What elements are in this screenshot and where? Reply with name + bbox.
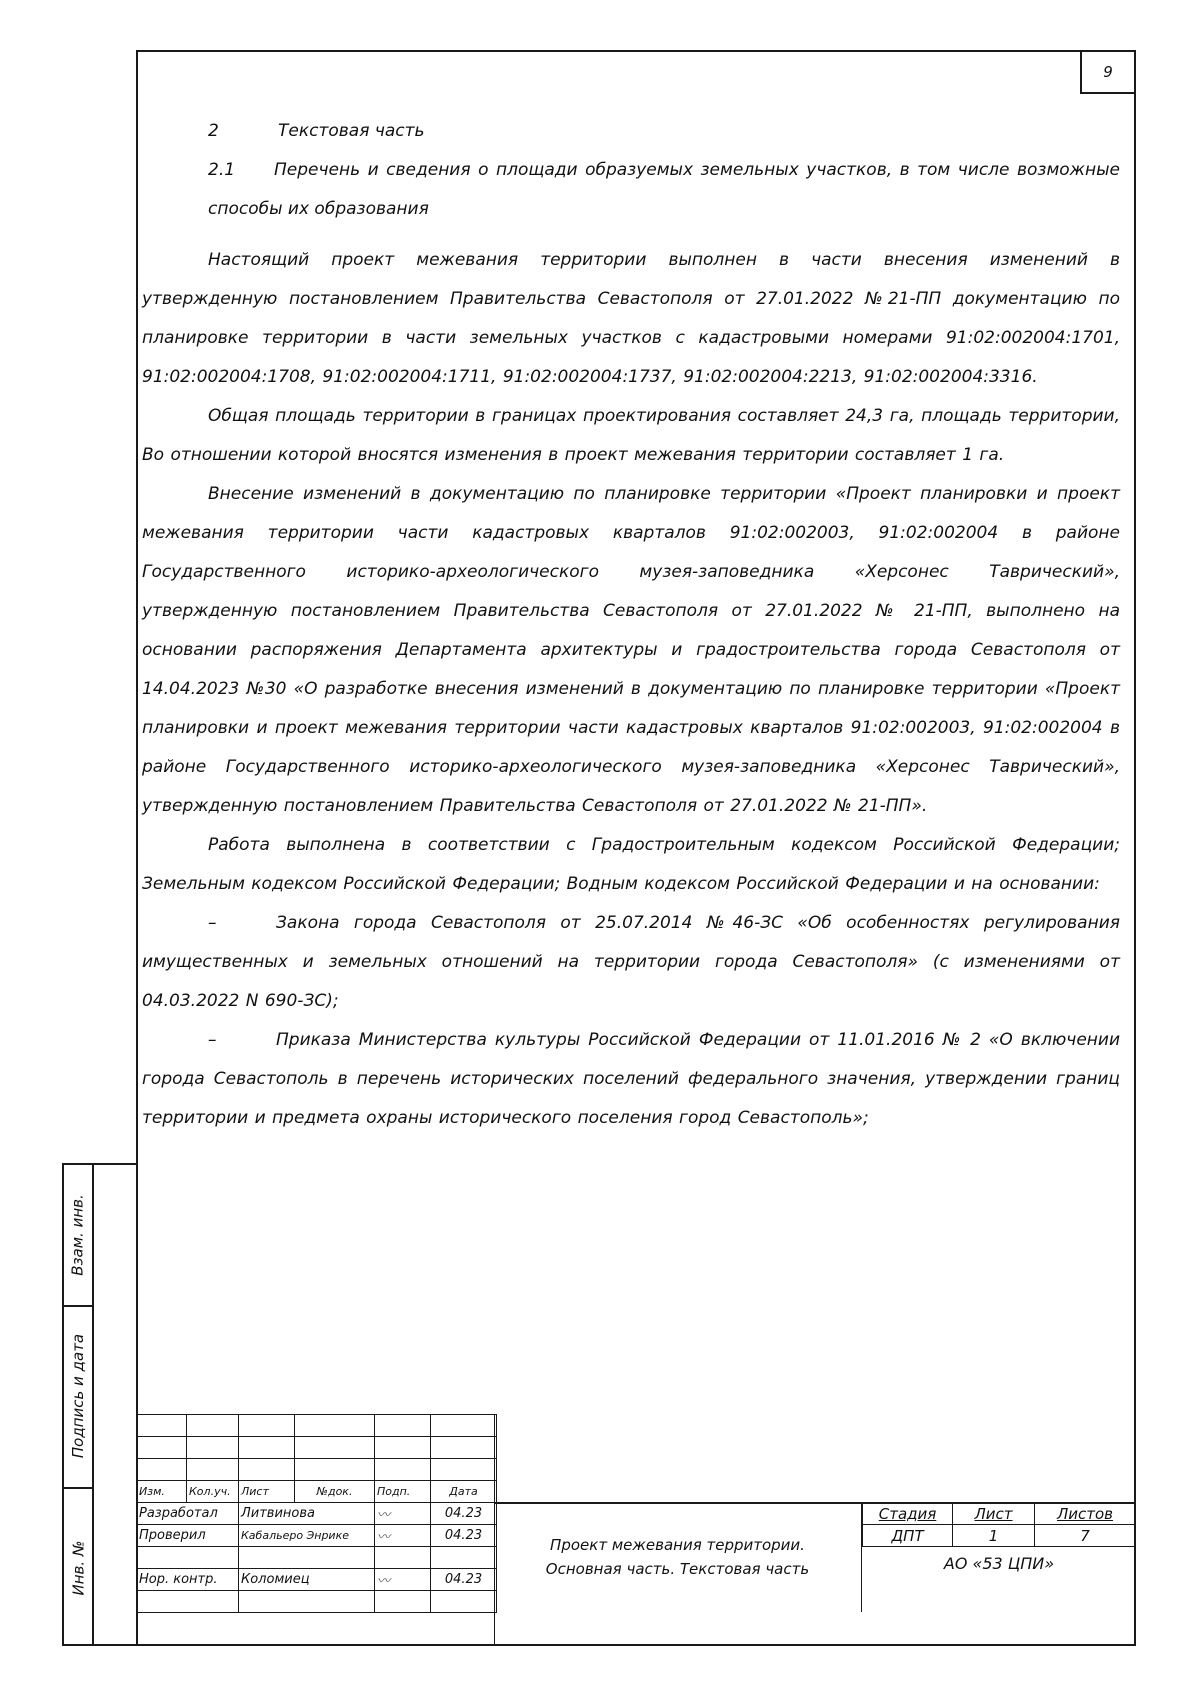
paragraph-area: Общая площадь территории в границах проектирования составляет 24,3 га, площадь территории, Во отношении которой вносятся изменения в проект межевания территории составляет 1 га.	[142, 406, 1120, 465]
revision-table	[136, 1414, 497, 1613]
list-item-text: Закона города Севастополя от 25.07.2014 №46-ЗС «Об особенностях регулирования имущественных и земельных отношений на территории города Севастополя» (с изменениями от 04.03.2022 N 690-ЗС);	[142, 913, 1120, 1011]
name-developer: Литвинова	[239, 1503, 375, 1525]
page-frame	[136, 50, 1136, 1646]
list-dash: –	[208, 913, 217, 933]
header-koluch: Кол.уч.	[187, 1481, 239, 1503]
list-item-text: Приказа Министерства культуры Российской Федерации от 11.01.2016 № 2 «О включении города Севастополь в перечень исторических поселений федерального значения, утверждении границ территории и предмета охраны исторического поселения город Севастополь»;	[142, 1030, 1120, 1128]
subsection-title: Перечень и сведения о площади образуемых земельных участков, в том числе возможные способы их образования	[208, 160, 1120, 219]
date-normcontrol: 04.23	[431, 1569, 497, 1591]
subsection-number: 2.1	[208, 160, 236, 180]
sheet-value: 1	[953, 1525, 1035, 1547]
role-normcontrol: Нор. контр.	[137, 1569, 239, 1591]
stage-header: Стадия	[863, 1503, 953, 1525]
role-checker: Проверил	[137, 1525, 239, 1547]
sheet-header: Лист	[953, 1503, 1035, 1525]
list-item	[142, 904, 1120, 1021]
side-label-vzam: Взам. инв.	[69, 1194, 88, 1276]
signature-mark: 〰	[375, 1569, 431, 1591]
list-dash: –	[208, 1030, 217, 1050]
header-podp: Подп.	[375, 1481, 431, 1503]
header-data: Дата	[431, 1481, 497, 1503]
sheets-total-header: Листов	[1034, 1503, 1135, 1525]
stage-value: ДПТ	[863, 1525, 953, 1547]
text-area	[142, 112, 1120, 1138]
side-label-inv: Инв. №	[69, 1539, 88, 1596]
section-heading	[142, 112, 1120, 151]
side-label-podpis: Подпись и дата	[69, 1333, 87, 1459]
sheet-number: 9	[1080, 50, 1136, 94]
section-number: 2	[208, 121, 219, 141]
document-title	[495, 1502, 860, 1612]
section-title: Текстовая часть	[278, 121, 425, 141]
side-stamp	[62, 1163, 136, 1646]
list-item	[142, 1021, 1120, 1138]
date-developer: 04.23	[431, 1503, 497, 1525]
organization: АО «53 ЦПИ»	[943, 1554, 1055, 1573]
paragraph-basis: Внесение изменений в документацию по планировке территории «Проект планировки и проект межевания территории части кадастровых кварталов 91:02:002003, 91:02:002004 в районе Государственного историко-археологического музея-заповедника «Херсонес Таврический», утвержденную постановлением Правительства Севастополя от 27.01.2022 № 21-ПП, выполнено на основании распоряжения Департамента архитектуры и градостроительства города Севастополя от 14.04.2023 №30 «О разработке внесения изменений в документацию по планировке территории «Проект планировки и проект межевания территории части кадастровых кварталов 91:02:002003, 91:02:002004 в районе Государственного историко-археологического музея-заповедника «Херсонес Таврический», утвержденную постановлением Правительства Севастополя от 27.01.2022 № 21-ПП».	[142, 484, 1120, 816]
signature-mark: 〰	[375, 1525, 431, 1547]
document-title-line1: Проект межевания территории.	[550, 1536, 805, 1554]
subsection-heading	[142, 151, 1120, 229]
header-ndok: №док.	[295, 1481, 375, 1503]
signature-mark: 〰	[375, 1503, 431, 1525]
table-row	[137, 1525, 497, 1547]
stage-table	[862, 1502, 1136, 1547]
document-title-line2: Основная часть. Текстовая часть	[545, 1560, 810, 1578]
date-checker: 04.23	[431, 1525, 497, 1547]
role-developer: Разработал	[137, 1503, 239, 1525]
table-row	[137, 1569, 497, 1591]
name-normcontrol: Коломиец	[239, 1569, 375, 1591]
title-block-right	[494, 1414, 1136, 1646]
stage-block	[861, 1502, 1136, 1612]
paragraph-codes: Работа выполнена в соответствии с Градостроительным кодексом Российской Федерации; Земельным кодексом Российской Федерации; Водным кодексом Российской Федерации и на основании:	[142, 835, 1120, 894]
header-list: Лист	[239, 1481, 295, 1503]
title-block	[136, 1414, 1136, 1646]
paragraph-intro: Настоящий проект межевания территории выполнен в части внесения изменений в утвержденную постановлением Правительства Севастополя от 27.01.2022 №21-ПП документацию по планировке территории в части земельных участков с кадастровыми номерами 91:02:002004:1701, 91:02:002004:1708, 91:02:002004:1711, 91:02:002004:1737, 91:02:002004:2213, 91:02:002004:3316.	[142, 250, 1120, 387]
sheets-total-value: 7	[1034, 1525, 1135, 1547]
table-row	[137, 1503, 497, 1525]
header-izm: Изм.	[137, 1481, 187, 1503]
name-checker: Кабальеро Энрике	[239, 1525, 375, 1547]
